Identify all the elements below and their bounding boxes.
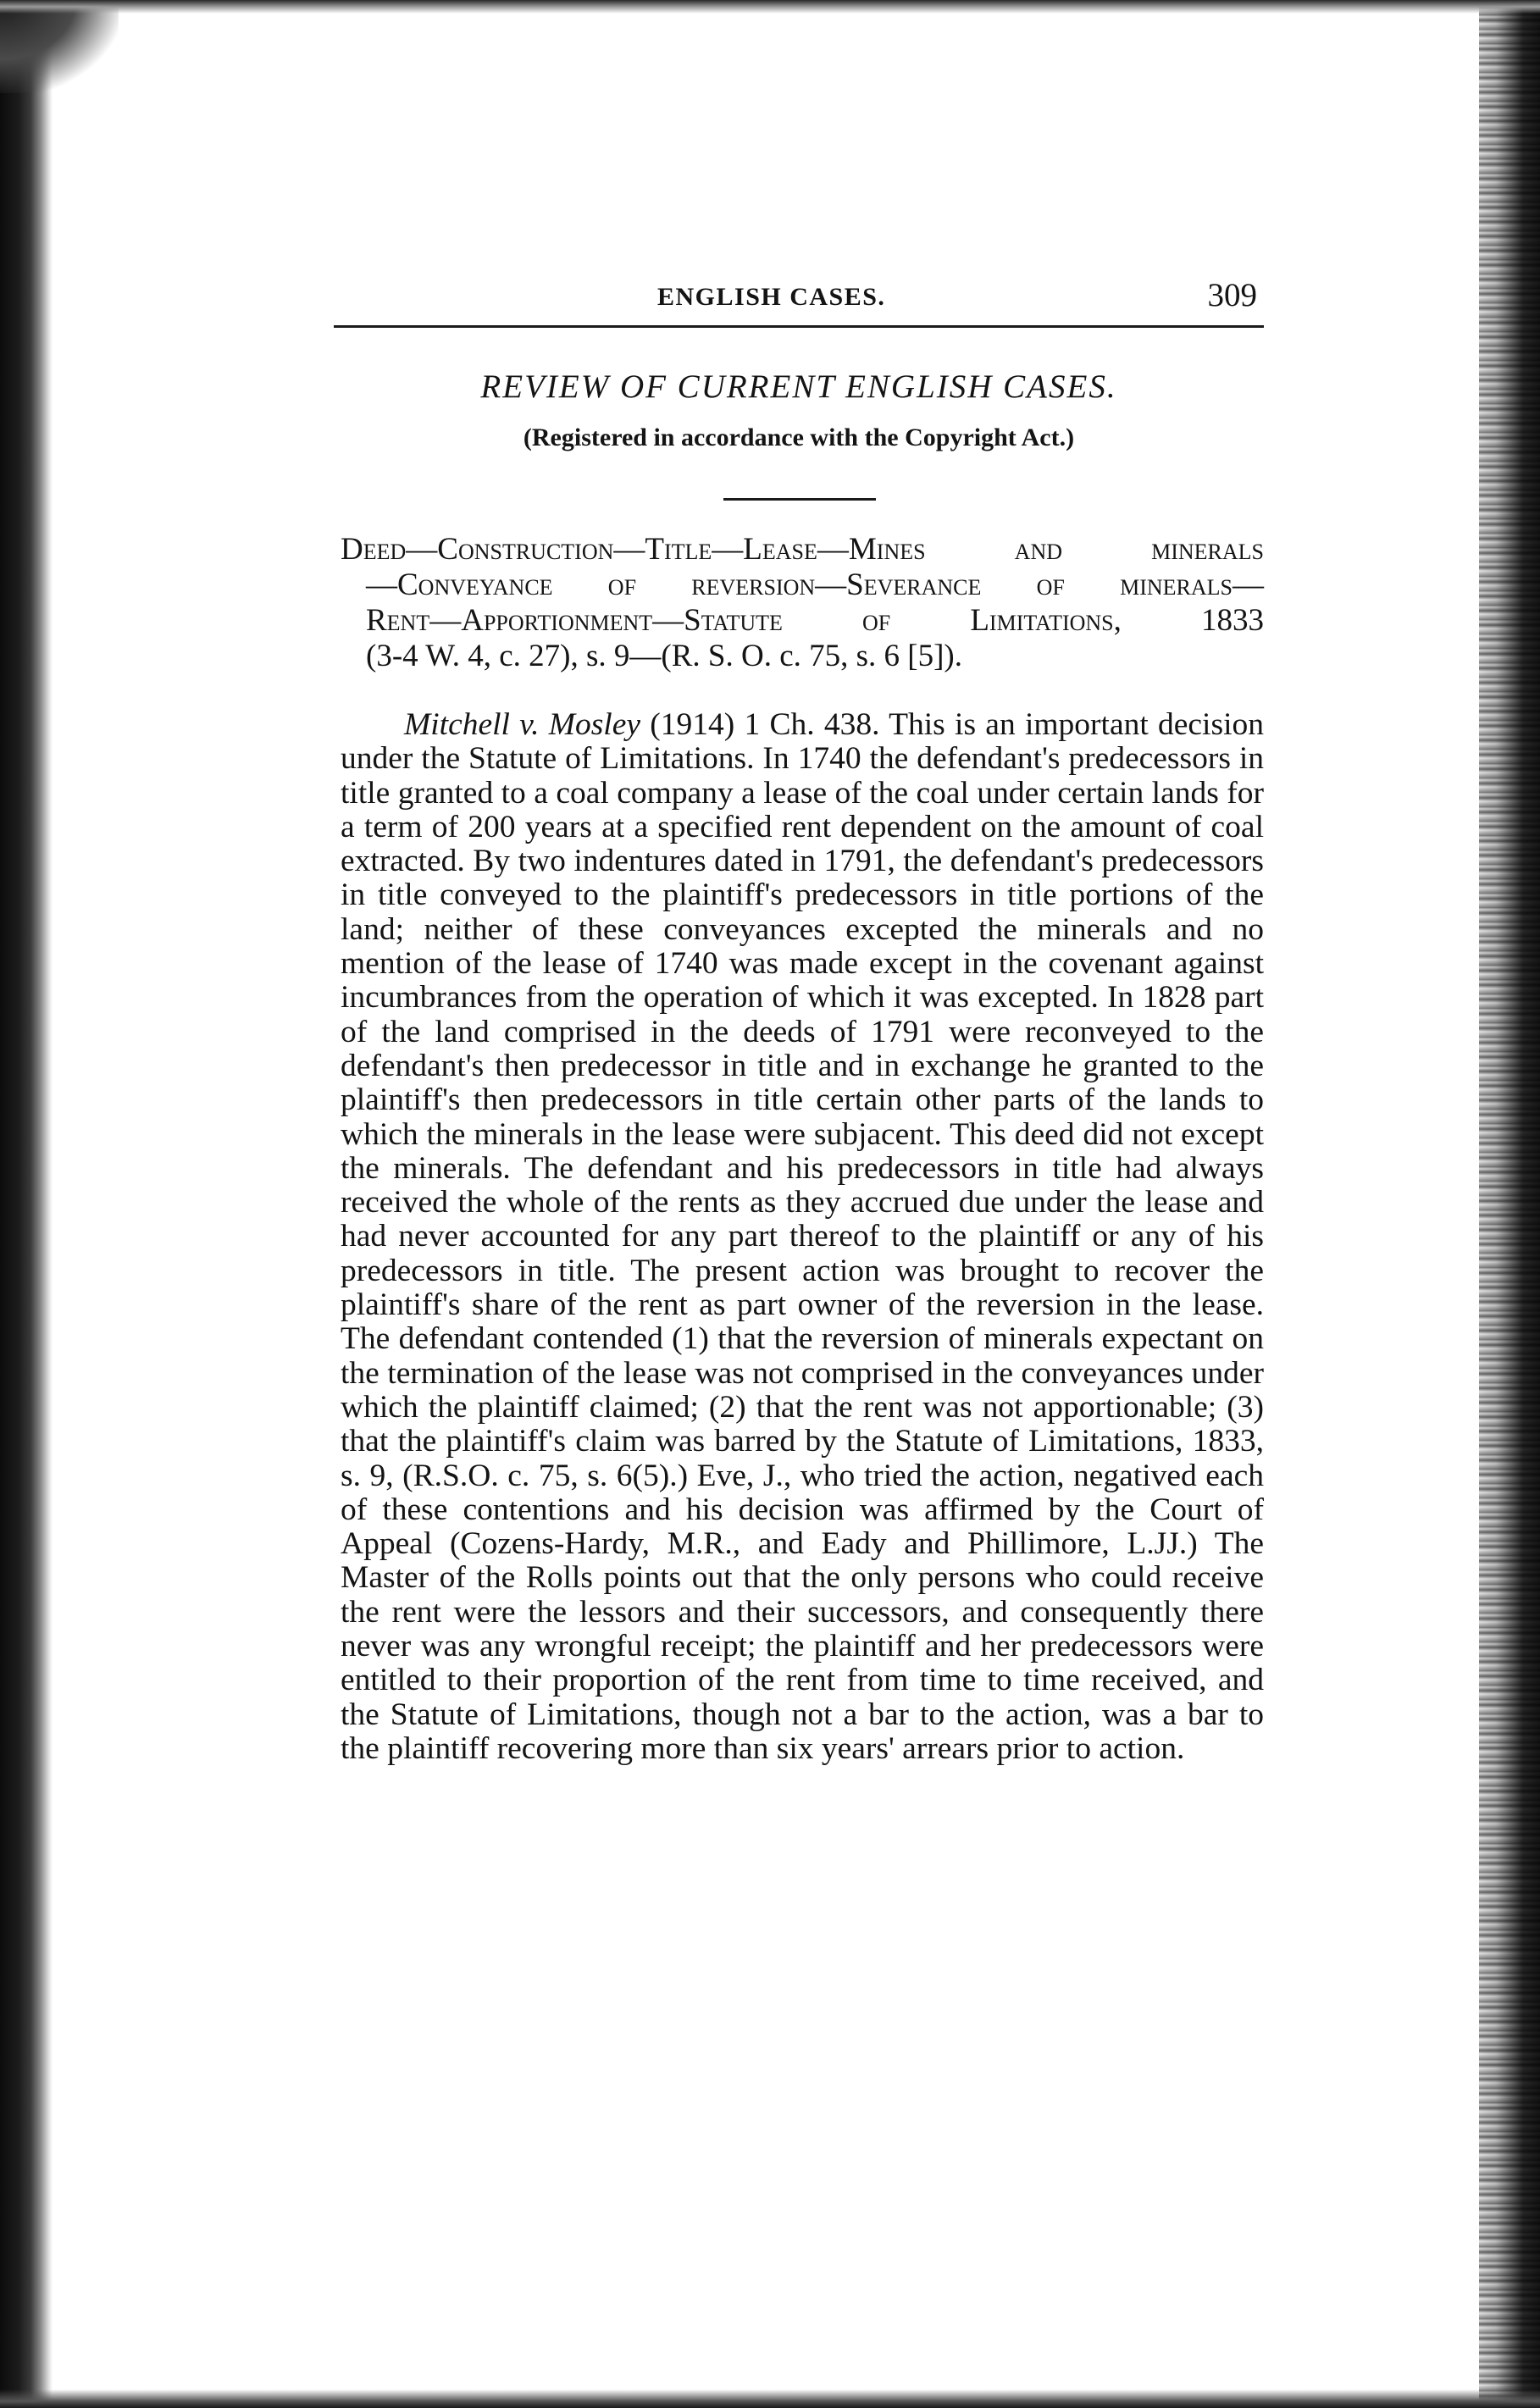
case-report-paragraph: [341, 708, 1264, 1766]
page-header: [334, 274, 1264, 322]
case-heading-line: —Conveyance of reversion—Severance of minerals—: [366, 567, 1264, 602]
section-divider: [723, 498, 876, 501]
scan-bottom-edge: [0, 2389, 1540, 2408]
case-heading-line: (3-4 W. 4, c. 27), s. 9—(R. S. O. c. 75, s. 6 [5]).: [366, 639, 962, 673]
scan-top-edge: [0, 0, 1540, 14]
case-heading-line: Rent—Apportionment—Statute of Limitations, 1833: [366, 603, 1264, 638]
header-rule: [334, 325, 1264, 328]
case-name: Mitchell v. Mosley: [404, 707, 640, 742]
page-number: 309: [1207, 277, 1257, 313]
scan-left-edge: [0, 0, 53, 2408]
scan-corner-shadow: [0, 0, 119, 93]
case-report-text: (1914) 1 Ch. 438. This is an important decision under the Statute of Limitations. In 1740 the defendant's predecessors in title granted to a coal company a lease of the coal under certain lands for a term of 200 years at a specified rent dependent on the amount of coal extracted. By two indentures dated in 1791, the defendant's predecessors in title conveyed to the plaintiff's predecessors in title portions of the land; neither of these conveyances excepted the minerals and no mention of the lease of 1740 was made except in the covenant against incumbrances from the operation of which it was excepted. In 1828 part of the land comprised in the deeds of 1791 were reconveyed to the defendant's then predecessor in title and in exchange he granted to the plaintiff's then predecessors in title certain other parts of the lands to which the minerals in the lease were subjacent. This deed did not except the minerals. The defendant and his predecessors in title had always received the whole of the rents as they accrued due under the lease and had never accounted for any part thereof to the plaintiff or any of his predecessors in title. The present action was brought to recover the plaintiff's share of the rent as part owner of the reversion in the lease. The defendant contended (1) that the reversion of minerals expectant on the termination of the lease was not comprised in the conveyances under which the plaintiff claimed; (2) that the rent was not apportionable; (3) that the plaintiff's claim was barred by the Statute of Limitations, 1833, s. 9, (R.S.O. c. 75, s. 6(5).) Eve, J., who tried the action, negatived each of these contentions and his decision was affirmed by the Court of Appeal (Cozens-Hardy, M.R., and Eady and Phillimore, L.JJ.) The Master of the Rolls points out that the only persons who could receive the rent were the lessors and their successors, and consequently there never was any wrongful receipt; the plaintiff and her predecessors were entitled to their proportion of the rent from time to time received, and the Statute of Limitations, though not a bar to the action, was a bar to the plaintiff recovering more than six years' arrears prior to action.: [341, 707, 1264, 1766]
copyright-notice: (Registered in accordance with the Copyright Act.): [523, 423, 1075, 451]
running-head: ENGLISH CASES.: [657, 283, 886, 311]
case-heading: [341, 532, 1264, 674]
case-heading-line: Deed—Construction—Title—Lease—Mines and minerals: [341, 532, 1264, 567]
scan-right-edge: [1479, 0, 1540, 2408]
article-title: REVIEW OF CURRENT ENGLISH CASES.: [480, 368, 1117, 405]
